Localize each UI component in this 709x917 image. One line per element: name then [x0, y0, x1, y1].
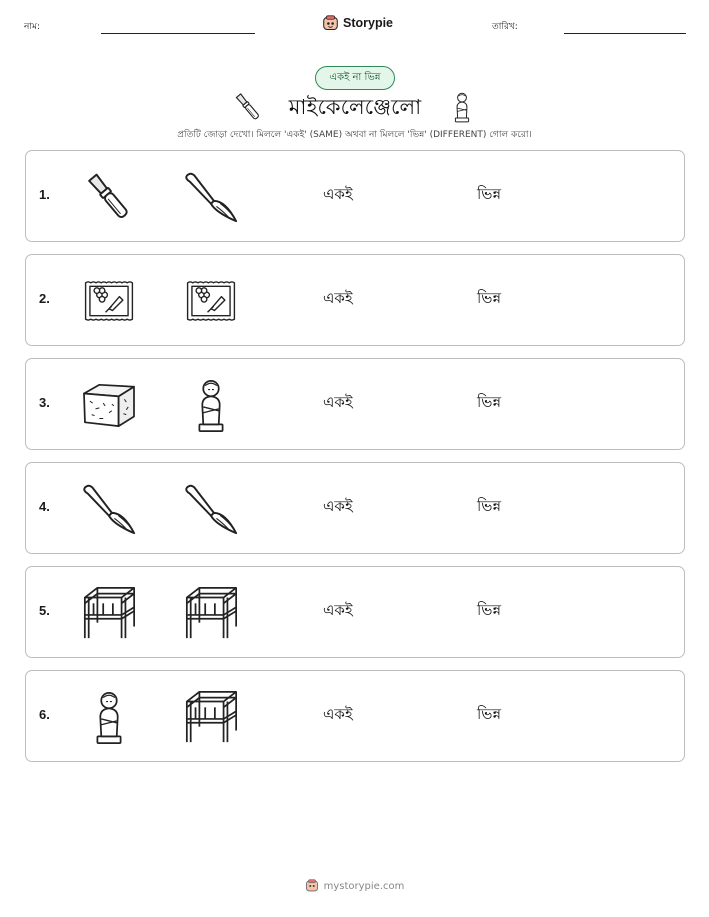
right-picture: [182, 480, 240, 538]
statue-icon: [89, 688, 129, 746]
statue-icon: [191, 376, 231, 434]
same-option[interactable]: একই: [323, 393, 353, 411]
different-option[interactable]: ভিন্ন: [477, 289, 502, 307]
date-label: তারিখ:: [492, 22, 518, 32]
same-option[interactable]: একই: [323, 289, 353, 307]
storypie-mascot-icon: [305, 879, 319, 893]
row-number: 1.: [39, 187, 50, 202]
fresco-panel-icon: [185, 279, 237, 323]
left-picture: [80, 168, 138, 226]
paintbrush-icon: [182, 168, 240, 226]
brand-name: Storypie: [343, 16, 394, 30]
comparison-row: [25, 566, 685, 658]
left-picture: [80, 272, 138, 330]
marble-block-icon: [80, 380, 138, 430]
brand-logo: [322, 13, 393, 33]
different-option[interactable]: ভিন্ন: [477, 497, 502, 515]
left-picture: [80, 480, 138, 538]
right-picture: [182, 584, 240, 642]
left-picture: [80, 584, 138, 642]
right-picture: [182, 688, 240, 746]
row-number: 6.: [39, 707, 50, 722]
name-label: নাম:: [24, 22, 41, 32]
name-line: [101, 33, 255, 34]
different-option[interactable]: ভিন্ন: [477, 705, 502, 723]
different-option[interactable]: ভিন্ন: [477, 601, 502, 619]
same-option[interactable]: একই: [323, 497, 353, 515]
row-number: 2.: [39, 291, 50, 306]
same-option[interactable]: একই: [323, 601, 353, 619]
left-picture: [80, 688, 138, 746]
footer: [0, 879, 709, 893]
paintbrush-icon: [80, 480, 138, 538]
different-option[interactable]: ভিন্ন: [477, 185, 502, 203]
paintbrush-icon: [182, 480, 240, 538]
row-number: 4.: [39, 499, 50, 514]
date-line: [564, 33, 686, 34]
comparison-row: [25, 150, 685, 242]
comparison-row: [25, 462, 685, 554]
title-row: [0, 89, 709, 123]
fresco-panel-icon: [83, 279, 135, 323]
worksheet-type-badge: একই না ভিন্ন: [315, 66, 395, 90]
same-option[interactable]: একই: [323, 185, 353, 203]
storypie-mascot-icon: [322, 15, 339, 32]
scaffold-icon: [80, 584, 138, 642]
comparison-row: [25, 358, 685, 450]
statue-icon: [451, 90, 473, 124]
footer-site-link[interactable]: mystorypie.com: [323, 880, 405, 892]
row-number: 5.: [39, 603, 50, 618]
row-number: 3.: [39, 395, 50, 410]
instructions-text: প্রতিটি জোড়া দেখো। মিললে 'একই' (SAME) অথবা না মিললে 'ভিন্ন' (DIFFERENT) গোল করো।: [177, 130, 532, 140]
left-picture: [80, 376, 138, 434]
comparison-row: [25, 254, 685, 346]
comparison-row: [25, 670, 685, 762]
page-title: মাইকেলেঞ্জেলো: [288, 95, 422, 119]
right-picture: [182, 272, 240, 330]
right-picture: [182, 168, 240, 226]
comparison-rows: [25, 150, 685, 774]
scaffold-icon: [182, 584, 240, 642]
scaffold-icon: [182, 688, 240, 746]
same-option[interactable]: একই: [323, 705, 353, 723]
right-picture: [182, 376, 240, 434]
different-option[interactable]: ভিন্ন: [477, 393, 502, 411]
chisel-icon: [231, 90, 265, 124]
chisel-icon: [80, 168, 138, 226]
